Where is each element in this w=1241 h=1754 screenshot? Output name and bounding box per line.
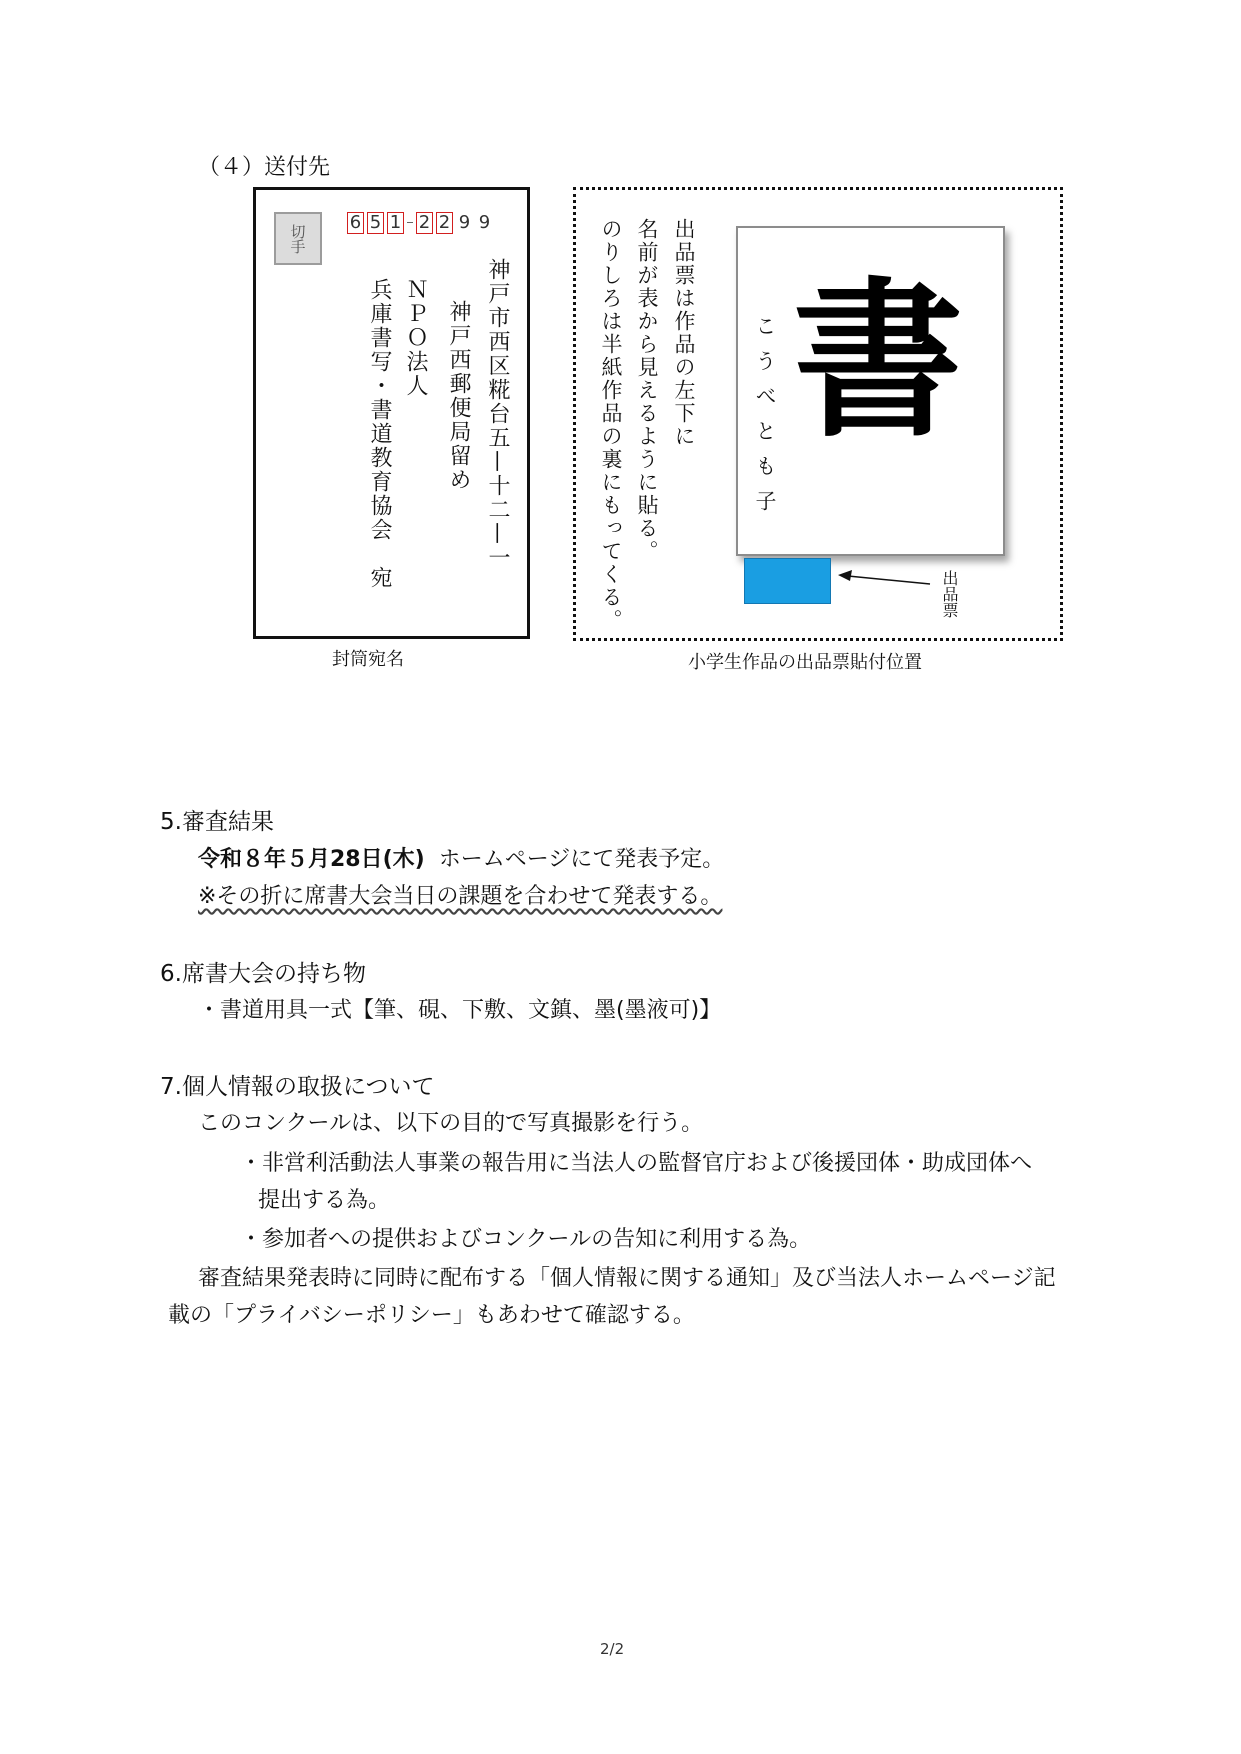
page-number: 2/2 [600, 1640, 625, 1658]
section4-title: （４）送付先 [198, 155, 331, 180]
postal-hyphen [407, 212, 413, 234]
belongings-item: ・書道用具一式【筆、硯、下敷、文鎮、墨(墨液可)】 [198, 998, 722, 1023]
result-announcement: ホームページにて発表予定。 [438, 847, 725, 872]
privacy-closing: 審査結果発表時に同時に配布する「個人情報に関する通知」及び当法人ホームページ記 [198, 1266, 1056, 1291]
diagram-caption: 小学生作品の出品票貼付位置 [688, 652, 922, 673]
section5-heading: 5.審査結果 [160, 809, 274, 835]
section6-heading: 6.席書大会の持ち物 [160, 961, 366, 987]
section7-heading: 7.個人情報の取扱について [160, 1074, 435, 1100]
envelope-caption: 封筒宛名 [332, 649, 404, 670]
privacy-intro: このコンクールは、以下の目的で写真撮影を行う。 [198, 1111, 704, 1136]
post-office-line: 神戸西郵便局留め [446, 300, 471, 492]
stamp-label: 切手 [288, 223, 307, 254]
ticket-label: 出品票 [940, 570, 959, 618]
entry-ticket [744, 558, 831, 604]
result-date-line [198, 842, 724, 873]
postal-digit: 9 [458, 212, 471, 233]
artwork-character: 書 [793, 261, 964, 461]
privacy-bullet: ・参加者への提供およびコンクールの告知に利用する為。 [240, 1227, 812, 1252]
postal-digit: 9 [478, 212, 491, 233]
address-line: 神戸市西区糀台五—十二—一 [485, 258, 510, 570]
result-note: ※その折に席書大会当日の課題を合わせて発表する。 [198, 884, 723, 909]
stamp-box [274, 212, 322, 265]
arrow-left-icon [838, 568, 933, 588]
postal-digit: 2 [436, 212, 453, 234]
postal-digit: 5 [367, 212, 384, 234]
postal-digit: 6 [347, 212, 364, 234]
instruction-line: のりしろは半紙作品の裏にもってくる。 [599, 218, 623, 632]
org-name-line: 兵庫書写・書道教育協会 宛 [367, 278, 392, 590]
privacy-closing-continuation: 載の「プライバシーポリシー」もあわせて確認する。 [168, 1303, 695, 1328]
artwork-name: こうべとも子 [753, 315, 777, 525]
instruction-line: 名前が表から見えるように貼る。 [635, 218, 659, 563]
org-type-line: ＮＰＯ法人 [403, 278, 428, 398]
postal-code [347, 212, 493, 234]
postal-digit: 2 [416, 212, 433, 234]
postal-digit: 1 [387, 212, 404, 234]
privacy-bullet: ・非営利活動法人事業の報告用に当法人の監督官庁および後援団体・助成団体へ [240, 1151, 1033, 1176]
result-date: 令和８年５月28日(木) [198, 847, 425, 872]
privacy-bullet-continuation: 提出する為。 [258, 1188, 391, 1213]
instruction-line: 出品票は作品の左下に [672, 218, 696, 448]
